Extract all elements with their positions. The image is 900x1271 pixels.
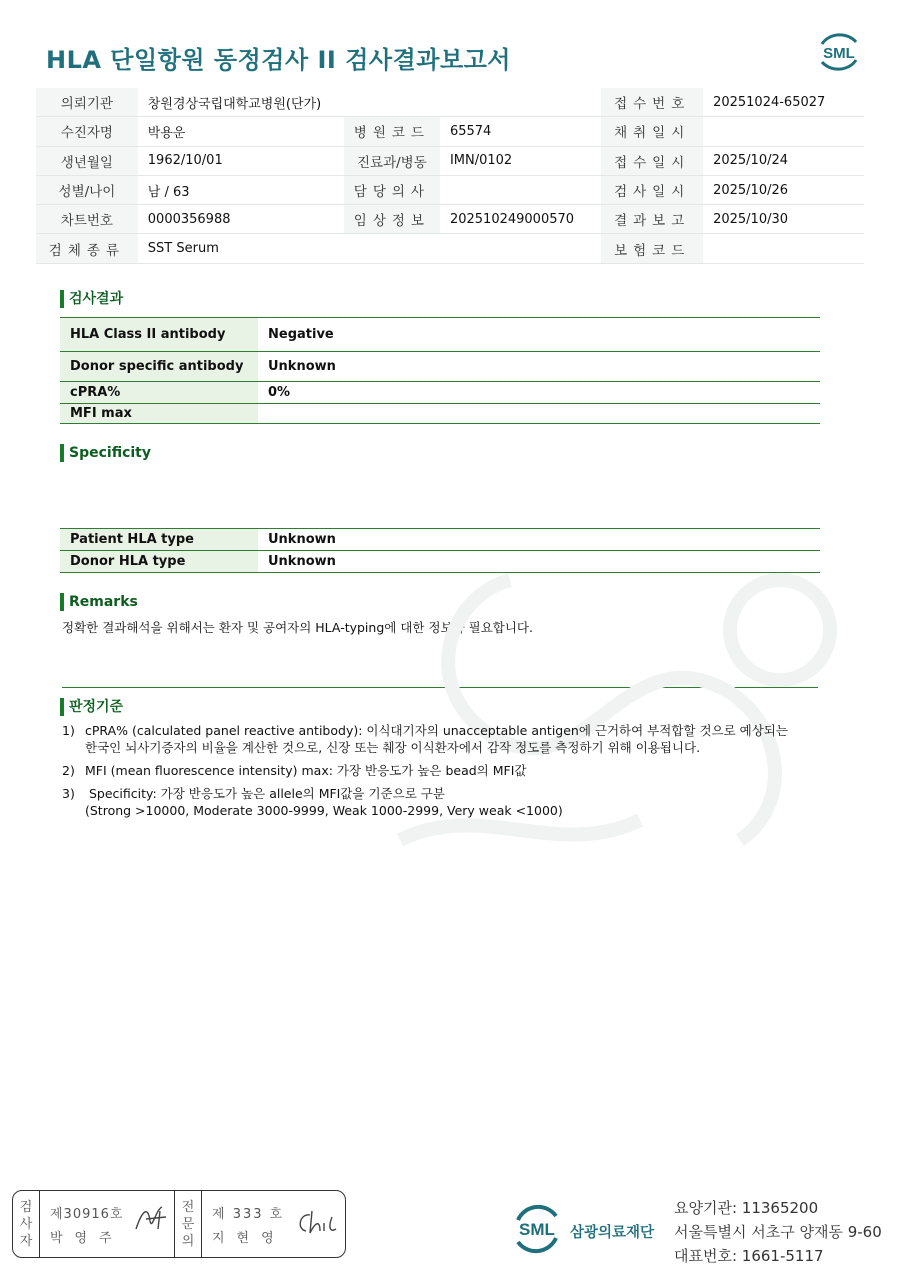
criteria-number: 1) <box>62 723 75 738</box>
info-value: 남 / 63 <box>138 175 344 204</box>
info-value: SST Serum <box>138 234 602 263</box>
result-key: MFI max <box>60 404 258 424</box>
specialist-license: 제 333 호 <box>212 1207 285 1222</box>
criteria-line: Specificity: 가장 반응도가 높은 allele의 MFI값을 기준으로 구분 <box>85 786 445 801</box>
info-value: 2025/10/24 <box>703 146 864 175</box>
specialist-name: 지현영 <box>212 1231 286 1246</box>
info-value: 창원경상국립대학교병원(단가) <box>138 88 602 117</box>
info-value: IMN/0102 <box>440 146 601 175</box>
info-label: 의뢰기관 <box>36 88 138 117</box>
info-label: 임상정보 <box>344 205 440 234</box>
info-label: 차트번호 <box>36 205 138 234</box>
patient-info-table <box>36 88 864 264</box>
info-value: 65574 <box>440 117 601 146</box>
info-value: 202510249000570 <box>440 205 601 234</box>
info-value: 20251024-65027 <box>703 88 864 117</box>
logo-text: SML <box>519 1220 555 1239</box>
result-value: 0% <box>258 382 820 404</box>
inspector-label-char: 사 <box>19 1216 33 1232</box>
specialist-label-char: 문 <box>181 1216 195 1232</box>
specialist-label-char: 의 <box>181 1233 195 1249</box>
section-title-specificity: Specificity <box>60 444 151 462</box>
info-label: 병원코드 <box>344 117 440 146</box>
inspector-label-char: 자 <box>19 1233 33 1249</box>
criteria-line: 한국인 뇌사기증자의 비율을 계산한 것으로, 신장 또는 췌장 이식환자에서 감작 정도를 측정하기 위해 이용됩니다. <box>85 740 701 755</box>
info-label: 검체종류 <box>36 234 138 263</box>
info-value <box>703 117 864 146</box>
result-key: HLA Class II antibody <box>60 318 258 352</box>
info-label: 접수번호 <box>601 88 703 117</box>
footer-phone: 대표번호: 1661-5117 <box>674 1247 824 1265</box>
footer-address: 서울특별시 서초구 양재동 9-60 <box>674 1223 882 1241</box>
result-key: Donor specific antibody <box>60 352 258 382</box>
criteria-number: 3) <box>62 786 75 801</box>
footer-org-name: 삼광의료재단 <box>570 1225 655 1241</box>
signature-scribble-icon <box>294 1207 338 1239</box>
inspector-label-char: 검 <box>19 1199 33 1215</box>
hla-type-key: Patient HLA type <box>60 529 258 551</box>
info-label: 생년월일 <box>36 146 138 175</box>
inspector-license: 제30916호 <box>50 1207 124 1222</box>
inspector-label <box>13 1191 40 1257</box>
signature-scribble-icon <box>132 1201 170 1235</box>
hla-type-value: Unknown <box>258 551 820 573</box>
info-label: 수진자명 <box>36 117 138 146</box>
criteria-item <box>62 785 822 819</box>
signature-box <box>12 1190 346 1258</box>
info-label: 접수일시 <box>601 146 703 175</box>
specialist-label <box>175 1191 202 1257</box>
info-label: 채취일시 <box>601 117 703 146</box>
result-value: Negative <box>258 318 820 352</box>
hla-type-key: Donor HLA type <box>60 551 258 573</box>
inspector-name: 박영주 <box>50 1231 124 1246</box>
criteria-line: (Strong >10000, Moderate 3000-9999, Weak 1000-2999, Very weak <1000) <box>85 803 563 818</box>
results-table <box>60 317 820 424</box>
info-value: 2025/10/30 <box>703 205 864 234</box>
info-label: 보험코드 <box>601 234 703 263</box>
info-label: 결과보고 <box>601 205 703 234</box>
info-value: 0000356988 <box>138 205 344 234</box>
watermark-logo-icon <box>360 540 860 900</box>
remarks-text: 정확한 결과해석을 위해서는 환자 및 공여자의 HLA-typing에 대한 정보가 필요합니다. <box>62 620 533 635</box>
section-title-remarks: Remarks <box>60 593 138 611</box>
section-title-criteria: 판정기준 <box>60 698 123 716</box>
criteria-line: cPRA% (calculated panel reactive antibody): 이식대기자의 unacceptable antigen에 근거하여 부적합할 것으로 예상되는 <box>85 723 788 738</box>
criteria-item <box>62 762 822 779</box>
criteria-item <box>62 722 822 756</box>
footer-institution-code: 요양기관: 11365200 <box>674 1199 819 1217</box>
sml-logo-icon <box>814 30 864 74</box>
criteria-list <box>62 722 822 825</box>
result-key: cPRA% <box>60 382 258 404</box>
info-value: 2025/10/26 <box>703 175 864 204</box>
info-label: 진료과/병동 <box>344 146 440 175</box>
specialist-label-char: 전 <box>181 1199 195 1215</box>
info-label: 검사일시 <box>601 175 703 204</box>
sml-logo-icon <box>510 1200 564 1258</box>
hla-type-value: Unknown <box>258 529 820 551</box>
report-title: HLA 단일항원 동정검사 II 검사결과보고서 <box>46 46 511 74</box>
criteria-line: MFI (mean fluorescence intensity) max: 가장 반응도가 높은 bead의 MFI값 <box>85 763 527 778</box>
criteria-number: 2) <box>62 763 75 778</box>
result-value <box>258 404 820 424</box>
inspector-signature <box>40 1191 175 1257</box>
specialist-signature <box>202 1191 345 1257</box>
info-value <box>440 175 601 204</box>
info-value <box>703 234 864 263</box>
logo-text: SML <box>823 45 855 62</box>
info-value: 박용운 <box>138 117 344 146</box>
section-title-results: 검사결과 <box>60 290 123 308</box>
result-value: Unknown <box>258 352 820 382</box>
footer-info <box>674 1196 882 1268</box>
info-value: 1962/10/01 <box>138 146 344 175</box>
info-label: 성별/나이 <box>36 175 138 204</box>
info-label: 담당의사 <box>344 175 440 204</box>
